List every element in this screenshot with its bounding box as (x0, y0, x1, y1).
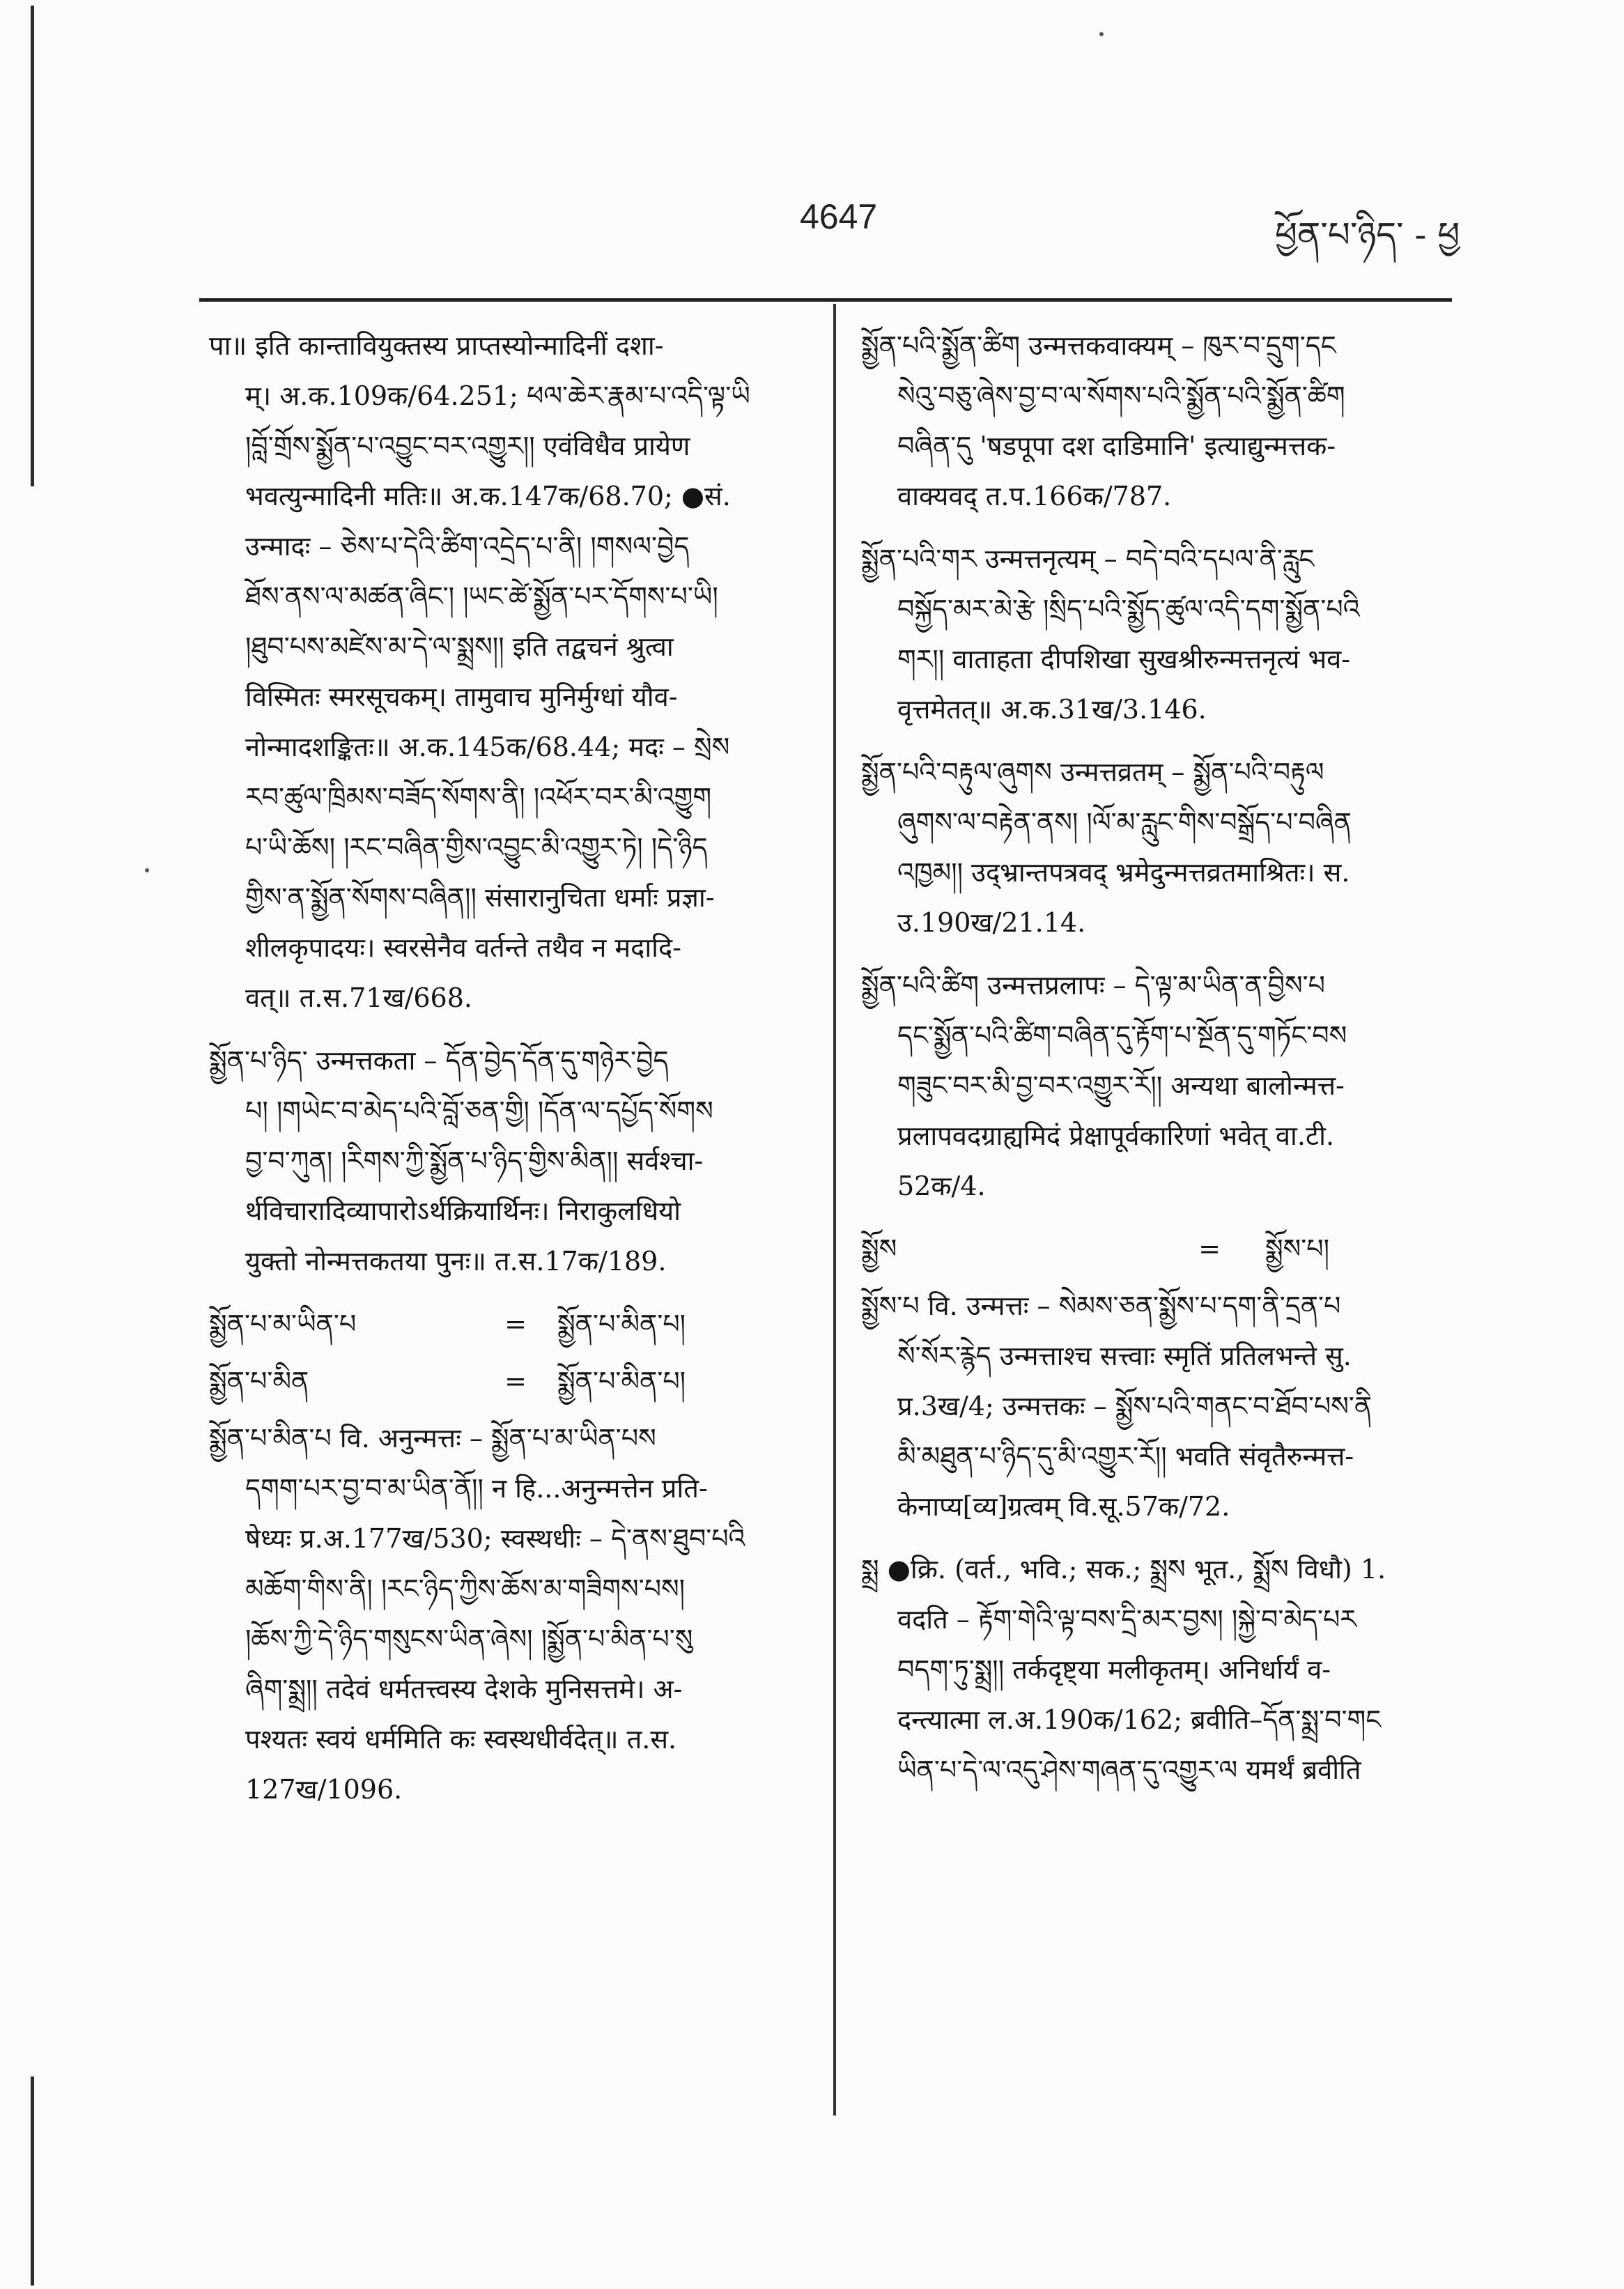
entry-text-line: वत्॥ त.स.71ख/668. (245, 982, 472, 1013)
entry-text-line: विस्मितः स्मरसूचकम्। तामुवाच मुनिर्मुग्धां यौव- (245, 681, 678, 712)
entry-text-line: दन्त्यात्मा ल.अ.190क/162; ब्रवीति–དོན་སྨྲ་བ་གང (897, 1704, 1382, 1735)
header-rule (199, 298, 1452, 302)
entry-text-line: །ཆོས་ཀྱི་དེ་ཉིད་གསུངས་ཡིན་ཞེས། །སྨྱོན་པ་མིན་པ་སུ (245, 1624, 693, 1654)
entry-text-line: བཞིན་དུ 'षडपूपा दश दाडिमानि' इत्याद्युन्मत्तक- (897, 431, 1336, 461)
entry-text-line: उ.190ख/21.14. (897, 907, 1086, 938)
entry-text-line: ཞུགས་ལ་བརྟེན་ནས། །ལོ་མ་རླུང་གིས་བསྒྲོད་པ་བཞིན (897, 807, 1352, 838)
entry-headword-line: སྨྱོན་པའི་ཚིག उन्मत्तप्रलापः – དེ་ལྟ་མ་ཡིན་ན་བྱིས་པ (861, 970, 1326, 1001)
entry-text-line: वदति – རྟོག་གེའི་ལྟ་བས་དྲི་མར་བྱས། །སྐྱེ་བ་མེད་པར (897, 1604, 1357, 1635)
running-head: ཕྱོན་པ་ཉིད་ - ཕྱ (1275, 215, 1460, 255)
entry-text-line: भवत्युन्मादिनी मतिः॥ अ.क.147क/68.70; ●सं. (245, 481, 731, 511)
entry-text-line: 52क/4. (897, 1171, 986, 1201)
entry-headword-line: སྨྲ ●क्रि. (वर्त., भवि.; सक.; སྨྲས भूत., སྨྲོས विधौ) 1. (861, 1554, 1386, 1585)
entry-text-line: केनाप्य[व्य]ग्रत्वम् वि.सू.57क/72. (897, 1491, 1230, 1522)
cross-reference (209, 1299, 815, 1349)
dictionary-entry (861, 1281, 1460, 1532)
equals-sign: = (504, 1309, 527, 1339)
entry-text-line: གར།། वाताहता दीपशिखा सुखश्रीरुन्मत्तनृत्यं भव- (897, 644, 1351, 675)
entry-text-line: དགག་པར་བྱ་བ་མ་ཡིན་ནོ།། न हि...अनुन्मत्तेन प्रति- (245, 1473, 708, 1504)
entry-text-line: གྱིས་ན་སྨྱོན་སོགས་བཞིན།། संसारानुचिता धर्माः प्रज्ञा- (245, 882, 715, 913)
dictionary-entry (861, 747, 1460, 948)
entry-text-line: བྱ་བ་ཀུན། །རིགས་ཀྱི་སྨྱོན་པ་ཉིད་གྱིས་མིན།། सर्वश्चा- (245, 1146, 704, 1176)
dictionary-entry (861, 1544, 1460, 1795)
entry-headword-line: སྨྱོན་པའི་གར उन्मत्तनृत्यम् – བདེ་བའི་དཔལ་ནི་རླུང (861, 544, 1315, 574)
entry-text-line: པ། །གཡེང་བ་མེད་པའི་བློ་ཅན་གྱི། །དོན་ལ་དཔྱོད་སོགས (245, 1095, 713, 1126)
entry-headword-line: སྨྱོན་པའི་བརྟུལ་ཞུགས उन्मत्तव्रतम् – སྨྱོན་པའི་བརྟུལ (861, 757, 1324, 787)
dictionary-entry (209, 1413, 815, 1814)
entry-text-line: ཐོས་ནས་ལ་མཚན་ཞིང་། །ཡང་ཚེ་སྨྱོན་པར་དོགས་པ་ཡི། (245, 581, 718, 612)
equals-sign: = (1198, 1233, 1221, 1264)
entry-text-line: མི་མཐུན་པ་ཉིད་དུ་མི་འགྱུར་རོ།། भवति संवृतैरुन्मत्त- (897, 1441, 1354, 1472)
entry-headword-line: སྨྱོན་པ་མིན་པ वि. अनुन्मत्तः – སྨྱོན་པ་མ་ཡིན་པས (209, 1423, 656, 1454)
page-number: 4647 (800, 197, 878, 236)
entry-text-line: །ཐུབ་པས་མཛེས་མ་དེ་ལ་སྨྲས།། इति तद्वचनं श्रुत्वा (245, 631, 674, 662)
cross-reference-term: སྨྱོན་པ་མིན (209, 1366, 309, 1396)
entry-text-line: རབ་ཚུལ་ཁྲིམས་བཟོད་སོགས་ནི། །འཕོར་བར་མི་འགྱུག (245, 782, 712, 812)
dictionary-entry (861, 960, 1460, 1211)
entry-text-line: འཁྱམ།། उद्भ्रान्तपत्रवद् भ्रमेदुन्मत्तव्रतमाश्रितः। स. (897, 857, 1350, 888)
cross-reference (209, 1356, 815, 1406)
cross-reference-term: སྨྱོས (861, 1233, 897, 1264)
entry-text-line: བསྐྱོད་མར་མེ་རྩེ །སྲིད་པའི་སྨྱོད་ཚུལ་འདི་དག་སྨྱོན་པའི (897, 594, 1360, 624)
entry-text-line: །བློ་གྲོས་སྨྱོན་པ་འབྱུང་བར་འགྱུར།། एवंविधैव प्रायेण (245, 431, 690, 461)
entry-headword-line: སྨྱོན་པ་ཉིད་ उन्मत्तकता – དོན་བྱེད་དོན་དུ་གཉེར་བྱེད (209, 1045, 669, 1076)
cross-reference-term: སྨྱོན་པ་མ་ཡིན་པ (209, 1309, 357, 1339)
entry-text-line: युक्तो नोन्मत्तकतया पुनः॥ त.स.17क/189. (245, 1246, 667, 1277)
column-divider (833, 304, 836, 2115)
cross-reference-target: སྨྱོན་པ་མིན་པ། (557, 1366, 686, 1396)
entry-text-line: उन्मादः – ཅེས་པ་དེའི་ཚིག་འདྲེད་པ་ནི། །གསལ་བྱེད (245, 531, 690, 562)
entry-text-line: 127ख/1096. (245, 1774, 403, 1805)
dictionary-entry (209, 1035, 815, 1286)
entry-text-line: वाक्यवद् त.प.166क/787. (897, 481, 1172, 511)
entry-text-line: དང་སྨྱོན་པའི་ཚིག་བཞིན་དུ་རྟོག་པ་སྔོན་དུ་གཏོང་བས (897, 1020, 1347, 1051)
entry-text-line: प्रलापवदग्राह्यमिदं प्रेक्षापूर्वकारिणां भवेत् वा.टी. (897, 1120, 1335, 1151)
scan-mark (145, 868, 149, 872)
left-column (209, 321, 815, 1827)
equals-sign: = (504, 1366, 527, 1396)
dictionary-entry (861, 321, 1460, 521)
entry-text-line: म्। अ.क.109क/64.251; ཕལ་ཆེར་རྣམ་པ་འདི་ལྟ་ཡི (245, 380, 750, 411)
entry-text-line: བདག་ཏུ་སྨྲ།། तर्कदृष्ट्या मलीकृतम्। अनिर्धार्यं व- (897, 1654, 1331, 1685)
cross-reference-target: སྨྱོན་པ་མིན་པ། (557, 1309, 686, 1339)
entry-text-line: शीलकृपादयः। स्वरसेनैव वर्तन्ते तथैव न मदादि- (245, 932, 682, 963)
entry-text-line: གཟུང་བར་མི་བྱ་བར་འགྱུར་རོ།། अन्यथा बालोन्मत्त- (897, 1070, 1345, 1101)
dictionary-entry (209, 321, 815, 1023)
entry-text-line: प्र.3ख/4; उन्मत्तकः – སྨྱོས་པའི་གནང་བ་ཐོབ་པས་ནི (897, 1391, 1372, 1421)
entry-headword-line: སྨྱོན་པའི་སྨྱོན་ཚིག उन्मत्तकवाक्यम् – ཁུར་བ་དྲུག་དང (861, 330, 1336, 361)
cross-reference-target: སྨྱོས་པ། (1265, 1233, 1330, 1264)
entry-headword-line: སྨྱོས་པ वि. उन्मत्तः – སེམས་ཅན་སྨྱོས་པ་དག་ནི་དྲན་པ (861, 1290, 1341, 1321)
entry-text-line: མཆོག་གིས་ནི། །རང་ཉིད་ཀྱིས་ཆོས་མ་གཟིགས་པས། (245, 1573, 686, 1604)
entry-text-line: पश्यतः स्वयं धर्ममिति कः स्वस्थधीर्वदेत्॥ त.स. (245, 1724, 677, 1755)
entry-text-line: षेध्यः प्र.अ.177ख/530; स्वस्थधीः – དེ་ནས་ཐུབ་པའི (245, 1523, 745, 1554)
entry-text-line: वृत्तमेतत्॥ अ.क.31ख/3.146. (897, 694, 1207, 725)
entry-text-line: སོ་སོར་རྙེད उन्मत्ताश्च सत्त्वाः स्मृतिं प्रतिलभन्ते सु. (897, 1341, 1352, 1371)
scan-mark (1099, 32, 1104, 36)
entry-text-line: ཞིག་སྨྲ།། तदेवं धर्मतत्त्वस्य देशके मुनिसत्तमे। अ- (245, 1674, 683, 1704)
entry-text-line: र्थविचारादिव्यापारोऽर्थक्रियार्थिनः। निराकुलधियो (245, 1196, 681, 1226)
entry-text-line: སེའུ་བཅུ་ཞེས་བྱ་བ་ལ་སོགས་པའི་སྨྱོན་པའི་སྨྱོན་ཚིག (897, 380, 1345, 411)
binding-line-top (31, 6, 34, 486)
right-column (861, 321, 1460, 1808)
entry-text-line: नोन्मादशङ्कितः॥ अ.क.145क/68.44; मदः – སྲེས (245, 732, 730, 762)
entry-text-line: ཡིན་པ་དེ་ལ་འདུ་ཤེས་གཞན་དུ་འགྱུར་ལ यमर्थं ब्रवीति (897, 1755, 1361, 1785)
entry-headword-line: पा॥ इति कान्तावियुक्तस्य प्राप्तस्योन्मादिनीं दशा- (209, 330, 664, 361)
entry-text-line: པ་ཡི་ཆོས། །རང་བཞིན་གྱིས་འབྱུང་མི་འགྱུར་ཏེ། །དེ་ཉིད (245, 832, 708, 863)
binding-line-bottom (31, 2076, 34, 2286)
dictionary-entry (861, 534, 1460, 734)
cross-reference (861, 1224, 1460, 1274)
